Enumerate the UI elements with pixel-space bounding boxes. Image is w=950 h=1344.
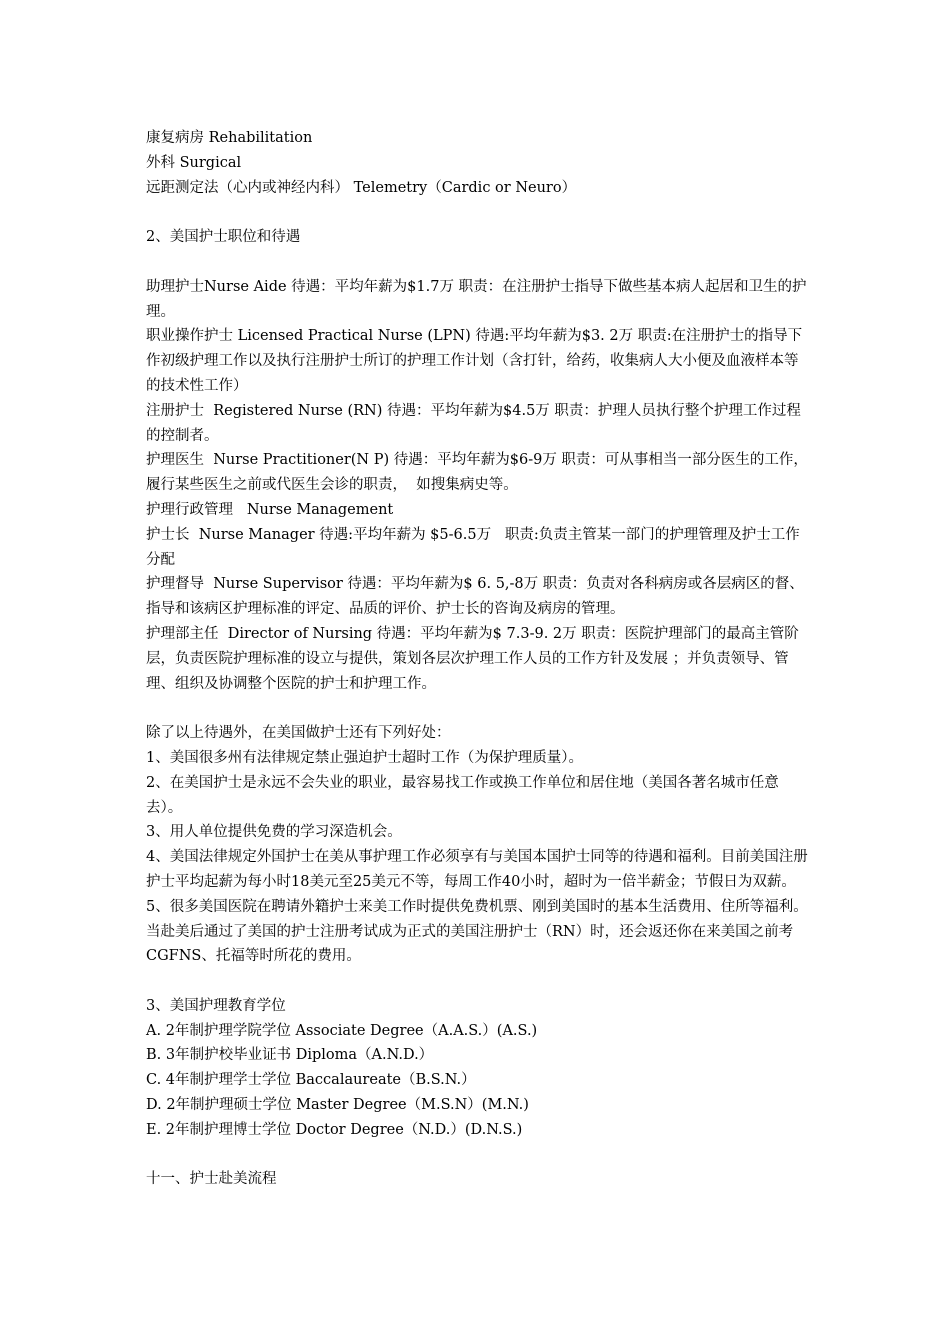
degree-item: B. 3年制护校毕业证书 Diploma（A.N.D.） (146, 1047, 434, 1064)
benefit-paragraph: 5、很多美国医院在聘请外籍护士来美工作时提供免费机票、刚到美国时的基本生活费用、住所等福利。当赴美后通过了美国的护士注册考试成为正式的美国注册护士（RN）时，还会返还你在来美国之前考CGFNS、托福等时所花的费用。 (146, 898, 808, 965)
document-page (146, 126, 810, 1192)
ward-item: 远距测定法（心内或神经内科） Telemetry（Cardic or Neuro） (146, 179, 577, 196)
position-paragraph: 助理护士Nurse Aide 待遇：平均年薪为$1.7万 职责：在注册护士指导下做些基本病人起居和卫生的护理。 (146, 278, 807, 320)
wards-list (146, 126, 810, 200)
position-paragraph: 护理行政管理 Nurse Management (146, 501, 394, 518)
degree-item: C. 4年制护理学士学位 Baccalaureate（B.S.N.） (146, 1072, 476, 1089)
degree-item: D. 2年制护理硕士学位 Master Degree（M.S.N）(M.N.) (146, 1097, 529, 1114)
section-heading-process: 十一、护士赴美流程 (146, 1171, 277, 1188)
section-heading-positions: 2、美国护士职位和待遇 (146, 229, 301, 246)
benefits-list (146, 746, 810, 969)
position-paragraph: 护士长 Nurse Manager 待遇:平均年薪为 $5-6.5万 职责:负责主管某一部门的护理管理及护士工作分配 (146, 526, 800, 568)
benefit-paragraph: 1、美国很多州有法律规定禁止强迫护士超时工作（为保护理质量）。 (146, 749, 583, 766)
degree-item: E. 2年制护理博士学位 Doctor Degree（N.D.）(D.N.S.) (146, 1121, 523, 1138)
positions-list (146, 275, 810, 697)
benefits-intro: 除了以上待遇外，在美国做护士还有下列好处： (146, 725, 451, 742)
position-paragraph: 职业操作护士 Licensed Practical Nurse (LPN) 待遇:平均年薪为$3. 2万 职责:在注册护士的指导下作初级护理工作以及执行注册护士所订的护理工作计划（含打针，给药，收集病人大小便及血液样本等的技术性工作） (146, 328, 803, 394)
ward-item: 外科 Surgical (146, 154, 242, 171)
ward-item: 康复病房 Rehabilitation (146, 130, 313, 146)
degree-item: A. 2年制护理学院学位 Associate Degree（A.A.S.）(A.S.) (146, 1022, 538, 1039)
position-paragraph: 护理医生 Nurse Practitioner(N P) 待遇：平均年薪为$6-9万 职责：可从事相当一部分医生的工作，履行某些医生之前或代医生会诊的职责， 如搜集病史等。 (146, 452, 808, 494)
section-heading-education: 3、美国护理教育学位 (146, 997, 286, 1014)
benefit-paragraph: 3、用人单位提供免费的学习深造机会。 (146, 824, 402, 841)
position-paragraph: 注册护士 Registered Nurse (RN) 待遇：平均年薪为$4.5万 职责：护理人员执行整个护理工作过程的控制者。 (146, 402, 801, 444)
benefit-paragraph: 4、美国法律规定外国护士在美从事护理工作必须享有与美国本国护士同等的待遇和福利。目前美国注册护士平均起薪为每小时18美元至25美元不等，每周工作40小时，超时为一倍半薪金；节假日为双薪。 (146, 849, 808, 890)
benefit-paragraph: 2、在美国护士是永远不会失业的职业，最容易找工作或换工作单位和居住地（美国各著名城市任意去）。 (146, 774, 779, 816)
degrees-list (146, 1019, 810, 1143)
position-paragraph: 护理部主任 Director of Nursing 待遇：平均年薪为$ 7.3-9. 2万 职责：医院护理部门的最高主管阶层，负责医院护理标准的设立与提供，策划各层次护理工作人员的工作方针及发展 ；并负责领导、管理、组织及协调整个医院的护士和护理工作。 (146, 625, 799, 692)
position-paragraph: 护理督导 Nurse Supervisor 待遇：平均年薪为$ 6. 5,-8万 职责：负责对各科病房或各层病区的督、指导和该病区护理标准的评定、品质的评价、护士长的咨询及病房的管理。 (146, 576, 804, 618)
